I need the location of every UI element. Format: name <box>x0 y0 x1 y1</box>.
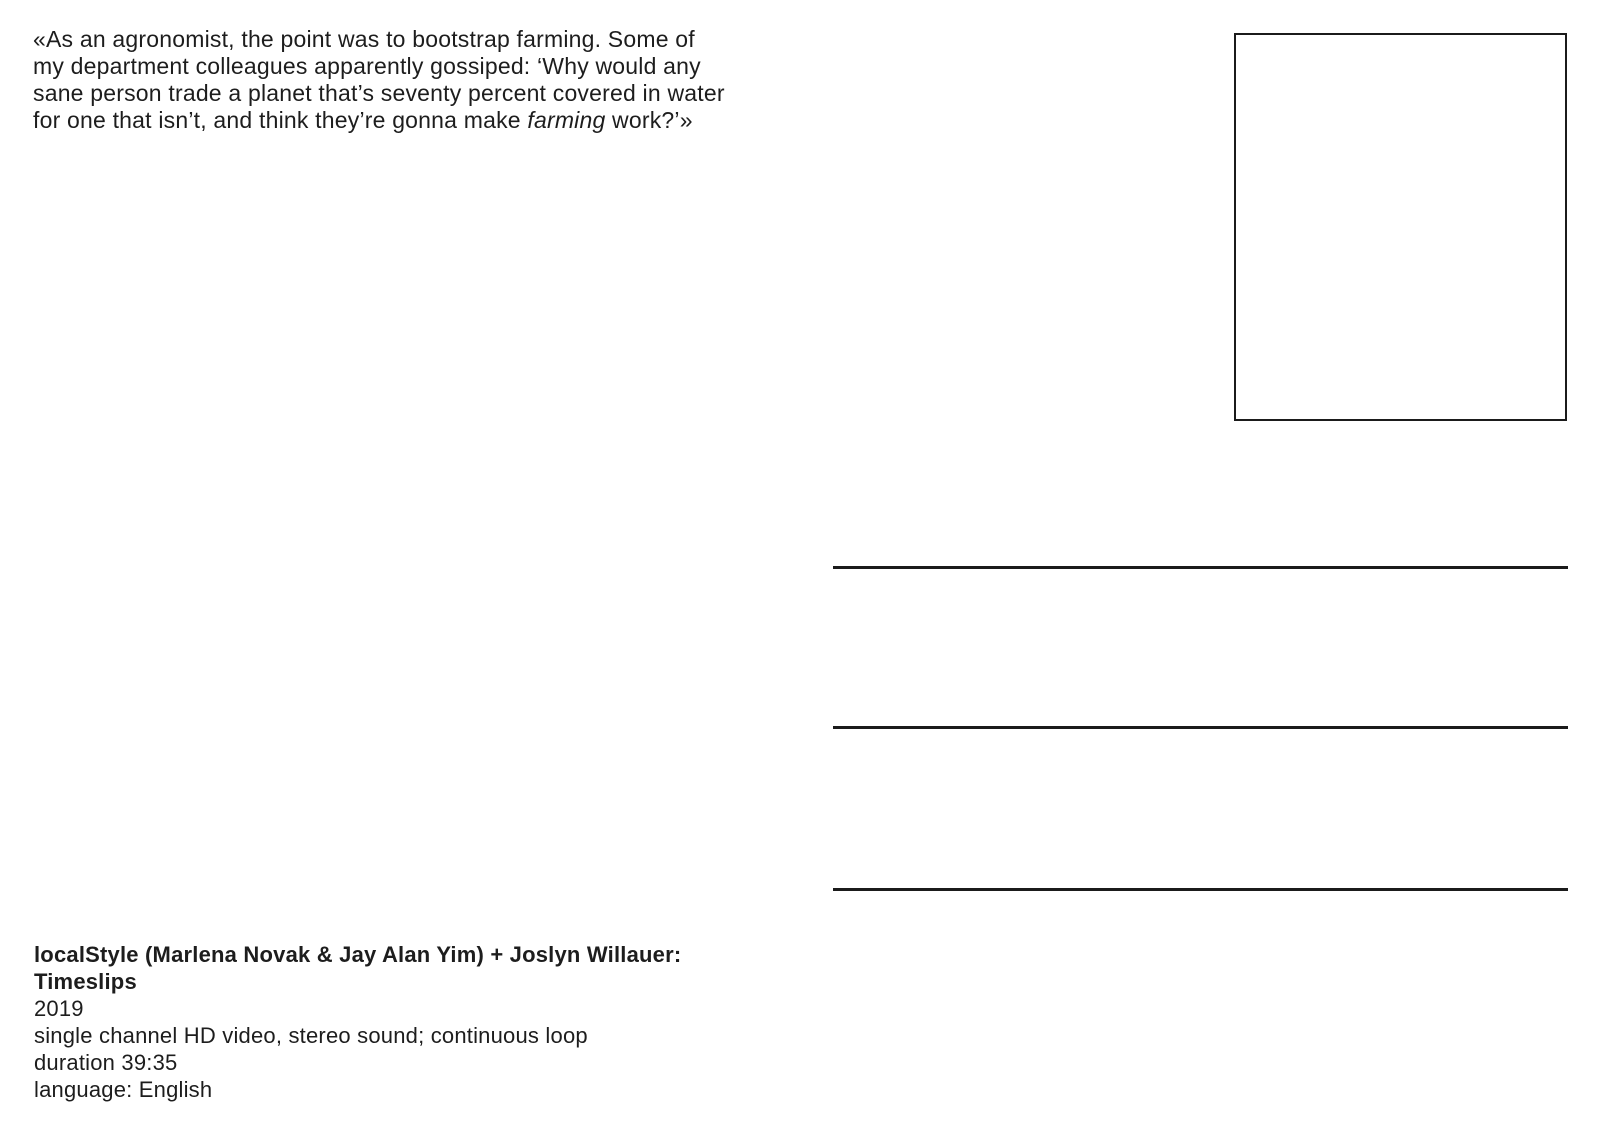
quote-line-4-end: work?’» <box>605 107 693 133</box>
credit-year: 2019 <box>34 996 84 1021</box>
quote-text <box>33 26 813 134</box>
credit-block <box>34 941 814 1103</box>
address-line-2 <box>833 726 1568 729</box>
quote-line-4-emphasis: farming <box>527 107 606 133</box>
address-line-1 <box>833 566 1568 569</box>
quote-line-4-start: for one that isn’t, and think they’re gonna make <box>33 107 528 133</box>
quote-line-2: my department colleagues apparently gossiped: ‘Why would any <box>33 53 701 79</box>
credit-duration: duration 39:35 <box>34 1050 178 1075</box>
quote-line-4 <box>33 107 813 134</box>
address-line-3 <box>833 888 1568 891</box>
stamp-box <box>1234 33 1567 421</box>
credit-medium: single channel HD video, stereo sound; continuous loop <box>34 1023 588 1048</box>
credit-language: language: English <box>34 1077 213 1102</box>
quote-line-1: «As an agronomist, the point was to bootstrap farming. Some of <box>33 26 695 52</box>
credit-title: Timeslips <box>34 969 137 994</box>
quote-line-3: sane person trade a planet that’s seventy percent covered in water <box>33 80 725 106</box>
credit-artists: localStyle (Marlena Novak & Jay Alan Yim) + Joslyn Willauer: <box>34 942 682 967</box>
